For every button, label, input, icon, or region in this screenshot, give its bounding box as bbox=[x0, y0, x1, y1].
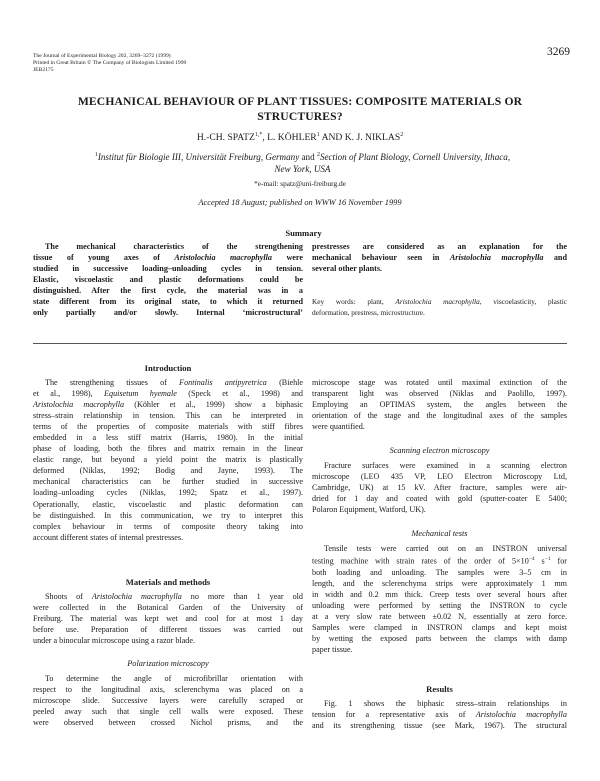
body-line bbox=[312, 554, 567, 567]
body-text: tension for a representative axis of bbox=[312, 710, 476, 720]
section-divider bbox=[33, 343, 567, 344]
body-text: for bbox=[550, 556, 567, 566]
summary-text: were bbox=[271, 253, 303, 263]
polarization-body bbox=[33, 673, 303, 728]
summary-line: prestresses are considered as an explanation for the bbox=[312, 242, 567, 251]
body-line: were quantified. bbox=[312, 422, 365, 432]
affiliation-line bbox=[60, 150, 545, 164]
author-name: H.-CH. SPATZ bbox=[196, 132, 255, 144]
body-line: and its strengthening tissue (see Mark, 1967). The structural bbox=[312, 721, 567, 731]
summary-left-column bbox=[33, 241, 303, 318]
exponent: −1 bbox=[544, 556, 551, 563]
methods-body bbox=[33, 591, 303, 646]
species-name: Aristolochia macrophylla bbox=[395, 297, 480, 306]
affil-superscript: 1 bbox=[94, 152, 98, 158]
body-line: before use. Preparation of different tissues was carried out bbox=[33, 625, 303, 635]
body-line: at a very slow rate between ±0.02 N, essentially at zero force. bbox=[312, 612, 567, 621]
journal-line: The Journal of Experimental Biology 202, 3269–3272 (1999) bbox=[33, 53, 171, 59]
title-line: MECHANICAL BEHAVIOUR OF PLANT TISSUES: COMPOSITE MATERIALS OR bbox=[77, 95, 523, 108]
journal-citation bbox=[33, 53, 293, 75]
paper-title bbox=[40, 95, 560, 124]
body-line bbox=[33, 388, 303, 399]
accepted-date: Accepted 18 August; published on WWW 16 November 1999 bbox=[198, 198, 402, 207]
body-line: under a binocular microscope using a razor blade. bbox=[33, 636, 195, 646]
summary-line: distinguished. After the first cycle, the material was in a bbox=[33, 286, 303, 296]
body-line: phase of loading, both the fibres and matrix remain in the linear bbox=[33, 444, 303, 454]
summary-heading: Summary bbox=[285, 228, 322, 238]
summary-line bbox=[312, 252, 567, 263]
body-line: peeled away such that single cell walls were exposed. These bbox=[33, 707, 303, 717]
body-line: in width and 0.2 mm thick. Creep tests over several hours after bbox=[312, 589, 567, 599]
affiliation-and: and bbox=[299, 152, 317, 163]
author-superscript: 1, bbox=[254, 132, 260, 138]
methods-heading: Materials and methods bbox=[125, 577, 211, 587]
body-line: dried for 1 day and coated with gold (sputter-coater E 5400; bbox=[312, 494, 567, 504]
polarization-heading: Polarization microscopy bbox=[127, 659, 209, 668]
body-line: complex behaviour in terms of composite theory taking into bbox=[33, 521, 303, 531]
body-line: microscope stage was rotated until maximal extinction of the bbox=[312, 378, 567, 387]
species-name: Aristolochia macrophylla bbox=[449, 253, 544, 263]
body-line: microscope slide. Successive layers were carefully scraped or bbox=[33, 696, 303, 706]
body-line: embedded in a less stiff matrix (Harris, 1980). In the initial bbox=[33, 433, 303, 443]
author-superscript: * bbox=[259, 132, 263, 138]
body-line: Freiburg. The material was kept wet and cool for at most 1 day bbox=[33, 614, 303, 624]
body-line: deformed (Niklas, 1992; Bodig and Jayne, 1993). The bbox=[33, 466, 303, 476]
body-line: terms of the properties of composite materials with stiff fibres bbox=[33, 422, 303, 432]
results-heading: Results bbox=[426, 684, 453, 694]
body-line bbox=[312, 709, 567, 720]
body-line: Polaron Equipment, Watford, UK). bbox=[312, 505, 426, 515]
body-line: Tensile tests were carried out on an INSTRON universal bbox=[324, 544, 567, 553]
keywords bbox=[312, 296, 567, 318]
body-line: Operationally, elastic, viscoelastic and plastic deformation can bbox=[33, 499, 303, 509]
journal-line: Printed in Great Britain © The Company of Biologists Limited 1999 bbox=[33, 60, 187, 67]
summary-line: only partially and/or slowly. Internal ‘microstructural’ bbox=[33, 308, 303, 318]
title-line: STRUCTURES? bbox=[257, 109, 343, 123]
body-text: (Köhler et al., 1999) show a biphasic bbox=[124, 400, 303, 410]
affiliations bbox=[60, 150, 545, 175]
summary-line: several other plants. bbox=[312, 264, 383, 274]
summary-line bbox=[33, 252, 303, 263]
summary-line: state different from its original state, to which it returned bbox=[33, 297, 303, 307]
body-text: (Biehle bbox=[266, 378, 303, 387]
body-line: Fracture surfaces were examined in a scanning electron bbox=[324, 461, 567, 470]
affiliation-line: New York, USA bbox=[274, 163, 331, 174]
body-line: Cambridge, UK) at 15 kV. After fracture, samples were air- bbox=[312, 483, 567, 493]
species-name: Aristolochia macrophylla bbox=[174, 253, 272, 263]
body-line: were observed between crossed Nichol prisms, and the bbox=[33, 718, 303, 728]
introduction-body bbox=[33, 377, 303, 543]
summary-line: studied in successive loading–unloading cycles in tension. bbox=[33, 264, 303, 274]
sem-body bbox=[312, 460, 567, 515]
body-text: s bbox=[534, 556, 545, 566]
body-line: account different states of internal prestresses. bbox=[33, 532, 184, 542]
keywords-line: deformation, prestress, microstructure. bbox=[312, 308, 425, 317]
body-line: unloading were performed by setting the INSTRON to cycle bbox=[312, 600, 567, 610]
journal-line: JEB2175 bbox=[33, 67, 54, 74]
body-line: loading–unloading cycles (Niklas, 1992; Spatz et al., 1997). bbox=[33, 488, 303, 498]
keywords-text: , viscoelasticity, plastic bbox=[479, 297, 567, 306]
body-text: The strengthening tissues of bbox=[45, 378, 180, 387]
body-line: stress–strain relationship in tension. This can be interpreted in bbox=[33, 411, 303, 421]
exponent: −4 bbox=[528, 556, 535, 563]
body-line: Fig. 1 shows the biphasic stress–strain relationships in bbox=[324, 699, 567, 708]
author-name: , L. KÖHLER bbox=[262, 132, 317, 144]
body-line: Employing an OPTIMAS system, the angles between the bbox=[312, 400, 567, 410]
body-text: Shoots of bbox=[45, 592, 92, 601]
summary-text: and bbox=[543, 253, 567, 263]
body-line: length, and the sclerenchyma strips were approximately 1 mm bbox=[312, 578, 567, 588]
body-text: testing machine with strain rates of the order of 5×10 bbox=[312, 556, 529, 566]
species-name: Aristolochia macrophylla bbox=[475, 710, 567, 720]
species-name: Aristolochia macrophylla bbox=[91, 592, 182, 601]
author-name: AND K. J. NIKLAS bbox=[319, 132, 401, 144]
body-text: (Speck et al., 1998) and bbox=[176, 389, 303, 399]
summary-line: The mechanical characteristics of the strengthening bbox=[45, 242, 303, 251]
results-body bbox=[312, 698, 567, 731]
species-name: Aristolochia macrophylla bbox=[33, 400, 125, 410]
mechanical-tests-heading: Mechanical tests bbox=[411, 529, 468, 538]
body-line: transparent light was observed (Niklas and Paolillo, 1997). bbox=[312, 389, 567, 399]
body-line: respect to the longitudinal axis, sclerenchyma was placed on a bbox=[33, 685, 303, 695]
body-line bbox=[33, 591, 303, 602]
body-line: both loading and unloading. The samples were 3–5 cm in bbox=[312, 567, 567, 577]
corresponding-email: *e-mail: spatz@uni-freiburg.de bbox=[254, 179, 346, 188]
body-text: et al., 1998), bbox=[33, 389, 105, 399]
page-number: 3269 bbox=[547, 46, 570, 58]
body-line: elastic range, but beyond a yield point the matrix is plastically bbox=[33, 455, 303, 465]
body-line: Samples were clamped in INSTRON clamps and kept moist bbox=[312, 623, 567, 633]
summary-text: tissue of young axes of bbox=[33, 253, 175, 263]
body-line: microscope (LEO 435 VP, LEO Electron Microscopy Ltd, bbox=[312, 472, 567, 482]
species-name: Fontinalis antipyretrica bbox=[179, 378, 267, 387]
body-text: no more than 1 year old bbox=[181, 592, 303, 601]
affiliation-text: Institut für Biologie III, Universität Freiburg, Germany bbox=[97, 152, 300, 163]
sem-heading: Scanning electron microscopy bbox=[389, 446, 490, 455]
author-list bbox=[40, 132, 560, 143]
body-line: by wetting the exposed parts between the clamps with damp bbox=[312, 634, 567, 644]
body-line: mechanical characteristics can be further studied in successive bbox=[33, 477, 303, 487]
body-line: To determine the angle of microfibrillar orientation with bbox=[45, 674, 303, 683]
body-line: orientation of the stage and the longitudinal axes of the samples bbox=[312, 411, 567, 421]
keywords-text: Key words: plant, bbox=[312, 297, 396, 306]
polarization-continued bbox=[312, 377, 567, 432]
keywords-line bbox=[312, 296, 567, 307]
body-line bbox=[33, 399, 303, 410]
summary-text: mechanical behaviour seen in bbox=[312, 253, 450, 263]
summary-line: Elastic, viscoelastic and plastic deformations could be bbox=[33, 275, 303, 285]
mechanical-tests-body bbox=[312, 543, 567, 655]
body-line: were collected in the Botanical Garden of the University of bbox=[33, 603, 303, 613]
body-line: be distinguished. In this communication, we try to interpret this bbox=[33, 510, 303, 520]
body-line bbox=[33, 377, 303, 388]
author-superscript: 1 bbox=[316, 132, 320, 138]
species-name: Equisetum hyemale bbox=[104, 389, 177, 399]
body-line: paper tissue. bbox=[312, 645, 353, 655]
summary-right-column bbox=[312, 241, 567, 274]
introduction-heading: Introduction bbox=[144, 363, 192, 373]
author-superscript: 2 bbox=[400, 132, 404, 138]
affil-superscript: 2 bbox=[316, 152, 320, 158]
affiliation-text: Section of Plant Biology, Cornell University, Ithaca, bbox=[319, 152, 511, 163]
